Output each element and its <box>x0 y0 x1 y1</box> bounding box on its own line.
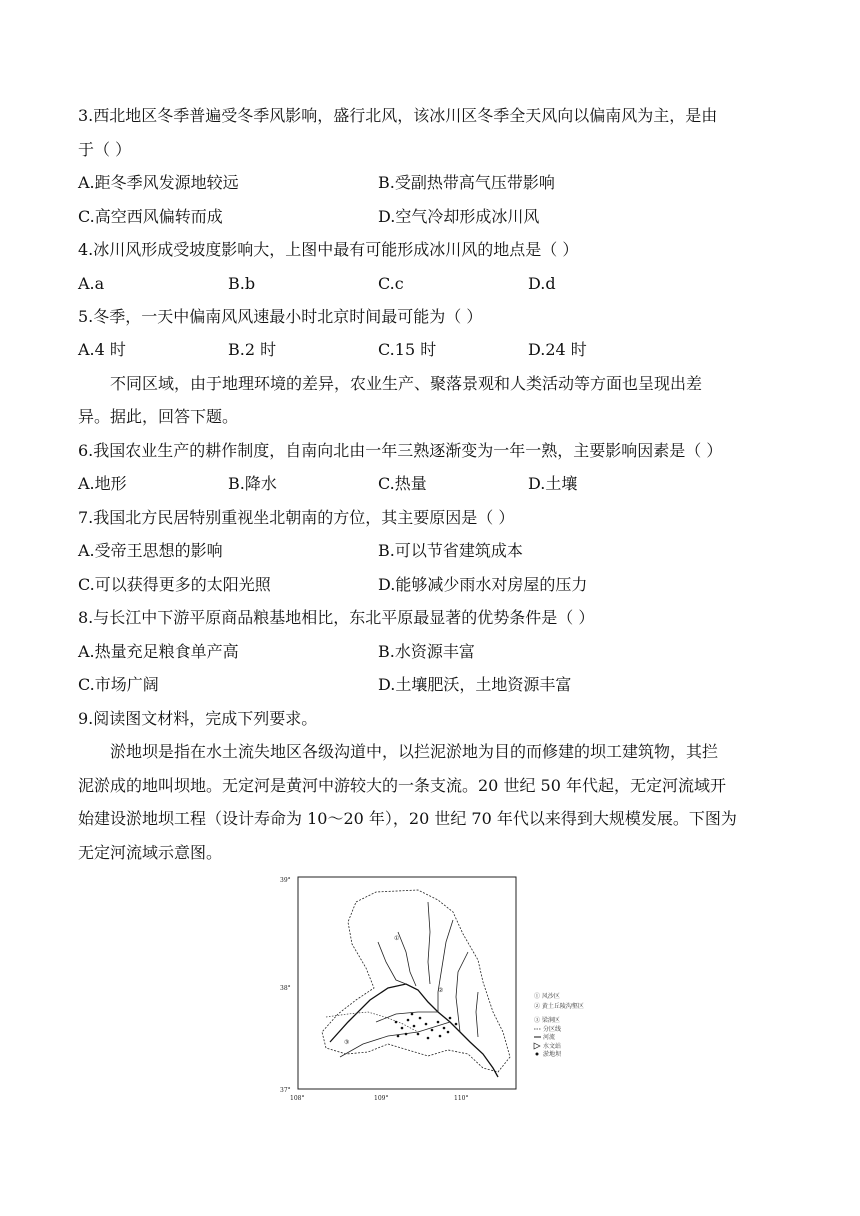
q9-para-line2: 泥淤成的地叫坝地。无定河是黄河中游较大的一条支流。20 世纪 50 年代起，无定河流域开 <box>78 776 726 795</box>
q3-option-b: B.受副热带高气压带影响 <box>378 173 555 192</box>
legend-item: ① 风沙区 <box>534 993 560 1000</box>
q8-option-d: D.土壤肥沃，土地资源丰富 <box>378 675 572 694</box>
lat-label-38: 38° <box>280 985 291 992</box>
q6-option-c: C.热量 <box>378 474 427 493</box>
q6-option-a: A.地形 <box>78 474 127 493</box>
q5-option-a: A.4 时 <box>78 340 126 359</box>
main-river <box>330 984 498 1077</box>
q6-stem: 6.我国农业生产的耕作制度，自南向北由一年三熟逐渐变为一年一熟，主要影响因素是（ ） <box>78 441 723 460</box>
q5-stem: 5.冬季，一天中偏南风风速最小时北京时间最可能为（ ） <box>78 307 483 326</box>
legend-item: 河流 <box>543 1034 556 1041</box>
check-dams <box>395 1013 458 1040</box>
map-legend <box>534 992 584 1058</box>
q4-option-a: A.a <box>78 274 105 293</box>
region-label-2: ② <box>438 987 444 994</box>
q4-stem: 4.冰川风形成受坡度影响大，上图中最有可能形成冰川风的地点是（ ） <box>78 240 579 259</box>
tributary <box>428 902 430 984</box>
intro-line1: 不同区域，由于地理环境的差异，农业生产、聚落景观和人类活动等方面也呈现出差 <box>110 374 703 393</box>
q3-option-a: A.距冬季风发源地较远 <box>78 173 239 192</box>
q4-option-d: D.d <box>528 274 556 293</box>
tributary <box>456 952 468 1032</box>
lon-label-110: 110° <box>454 1095 469 1102</box>
q3-option-c: C.高空西风偏转而成 <box>78 207 223 226</box>
tributary <box>378 942 406 984</box>
legend-item: 淤地坝 <box>543 1051 562 1058</box>
q4-option-b: B.b <box>228 274 256 293</box>
legend-item: ② 黄土丘陵沟壑区 <box>534 1003 584 1010</box>
q8-option-a: A.热量充足粮食单产高 <box>78 642 239 661</box>
q8-option-c: C.市场广阔 <box>78 675 159 694</box>
region-label-3: ③ <box>344 1039 350 1046</box>
tributary <box>398 932 416 986</box>
q5-option-b: B.2 时 <box>228 340 277 359</box>
legend-item: ③ 梁涧区 <box>534 1017 560 1024</box>
q7-stem: 7.我国北方民居特别重视坐北朝南的方位，其主要原因是（ ） <box>78 508 515 527</box>
lon-label-109: 109° <box>374 1095 389 1102</box>
q4-option-c: C.c <box>378 274 404 293</box>
q7-option-d: D.能够减少雨水对房屋的压力 <box>378 575 588 594</box>
wuding-river-map <box>278 872 598 1104</box>
q3-option-d: D.空气冷却形成冰川风 <box>378 207 540 226</box>
lat-label-39: 39° <box>280 877 291 884</box>
tributary <box>438 920 453 1012</box>
q9-stem: 9.阅读图文材料，完成下列要求。 <box>78 709 318 728</box>
q3-stem-line1: 3.西北地区冬季普遍受冬季风影响，盛行北风，该冰川区冬季全天风向以偏南风为主，是由 <box>78 106 718 125</box>
q7-option-c: C.可以获得更多的太阳光照 <box>78 575 271 594</box>
q7-option-a: A.受帝王思想的影响 <box>78 541 223 560</box>
tributary <box>340 1022 450 1057</box>
intro-line2: 异。据此，回答下题。 <box>78 407 239 426</box>
basin-boundary <box>322 890 510 1072</box>
legend-item: 分区线 <box>543 1026 562 1033</box>
legend-item: 水文站 <box>543 1043 562 1050</box>
region-label-1: ① <box>394 935 400 942</box>
q9-para-line4: 无定河流域示意图。 <box>78 843 223 862</box>
lon-label-108: 108° <box>290 1095 305 1102</box>
q7-option-b: B.可以节省建筑成本 <box>378 541 523 560</box>
tributary <box>476 992 478 1037</box>
q9-para-line1: 淤地坝是指在水土流失地区各级沟道中，以拦泥淤地为目的而修建的坝工建筑物，其拦 <box>110 742 719 761</box>
zone-divider <box>326 1012 418 1032</box>
q6-option-d: D.土壤 <box>528 474 578 493</box>
lat-label-37: 37° <box>280 1087 291 1094</box>
q5-option-c: C.15 时 <box>378 340 437 359</box>
q5-option-d: D.24 时 <box>528 340 587 359</box>
q6-option-b: B.降水 <box>228 474 277 493</box>
q3-stem-line2: 于（ ） <box>78 140 132 159</box>
q8-stem: 8.与长江中下游平原商品粮基地相比，东北平原最显著的优势条件是（ ） <box>78 608 595 627</box>
q9-para-line3: 始建设淤地坝工程（设计寿命为 10～20 年），20 世纪 70 年代以来得到大规模发展。下图为 <box>78 809 737 828</box>
q8-option-b: B.水资源丰富 <box>378 642 475 661</box>
map-svg <box>278 872 598 1104</box>
